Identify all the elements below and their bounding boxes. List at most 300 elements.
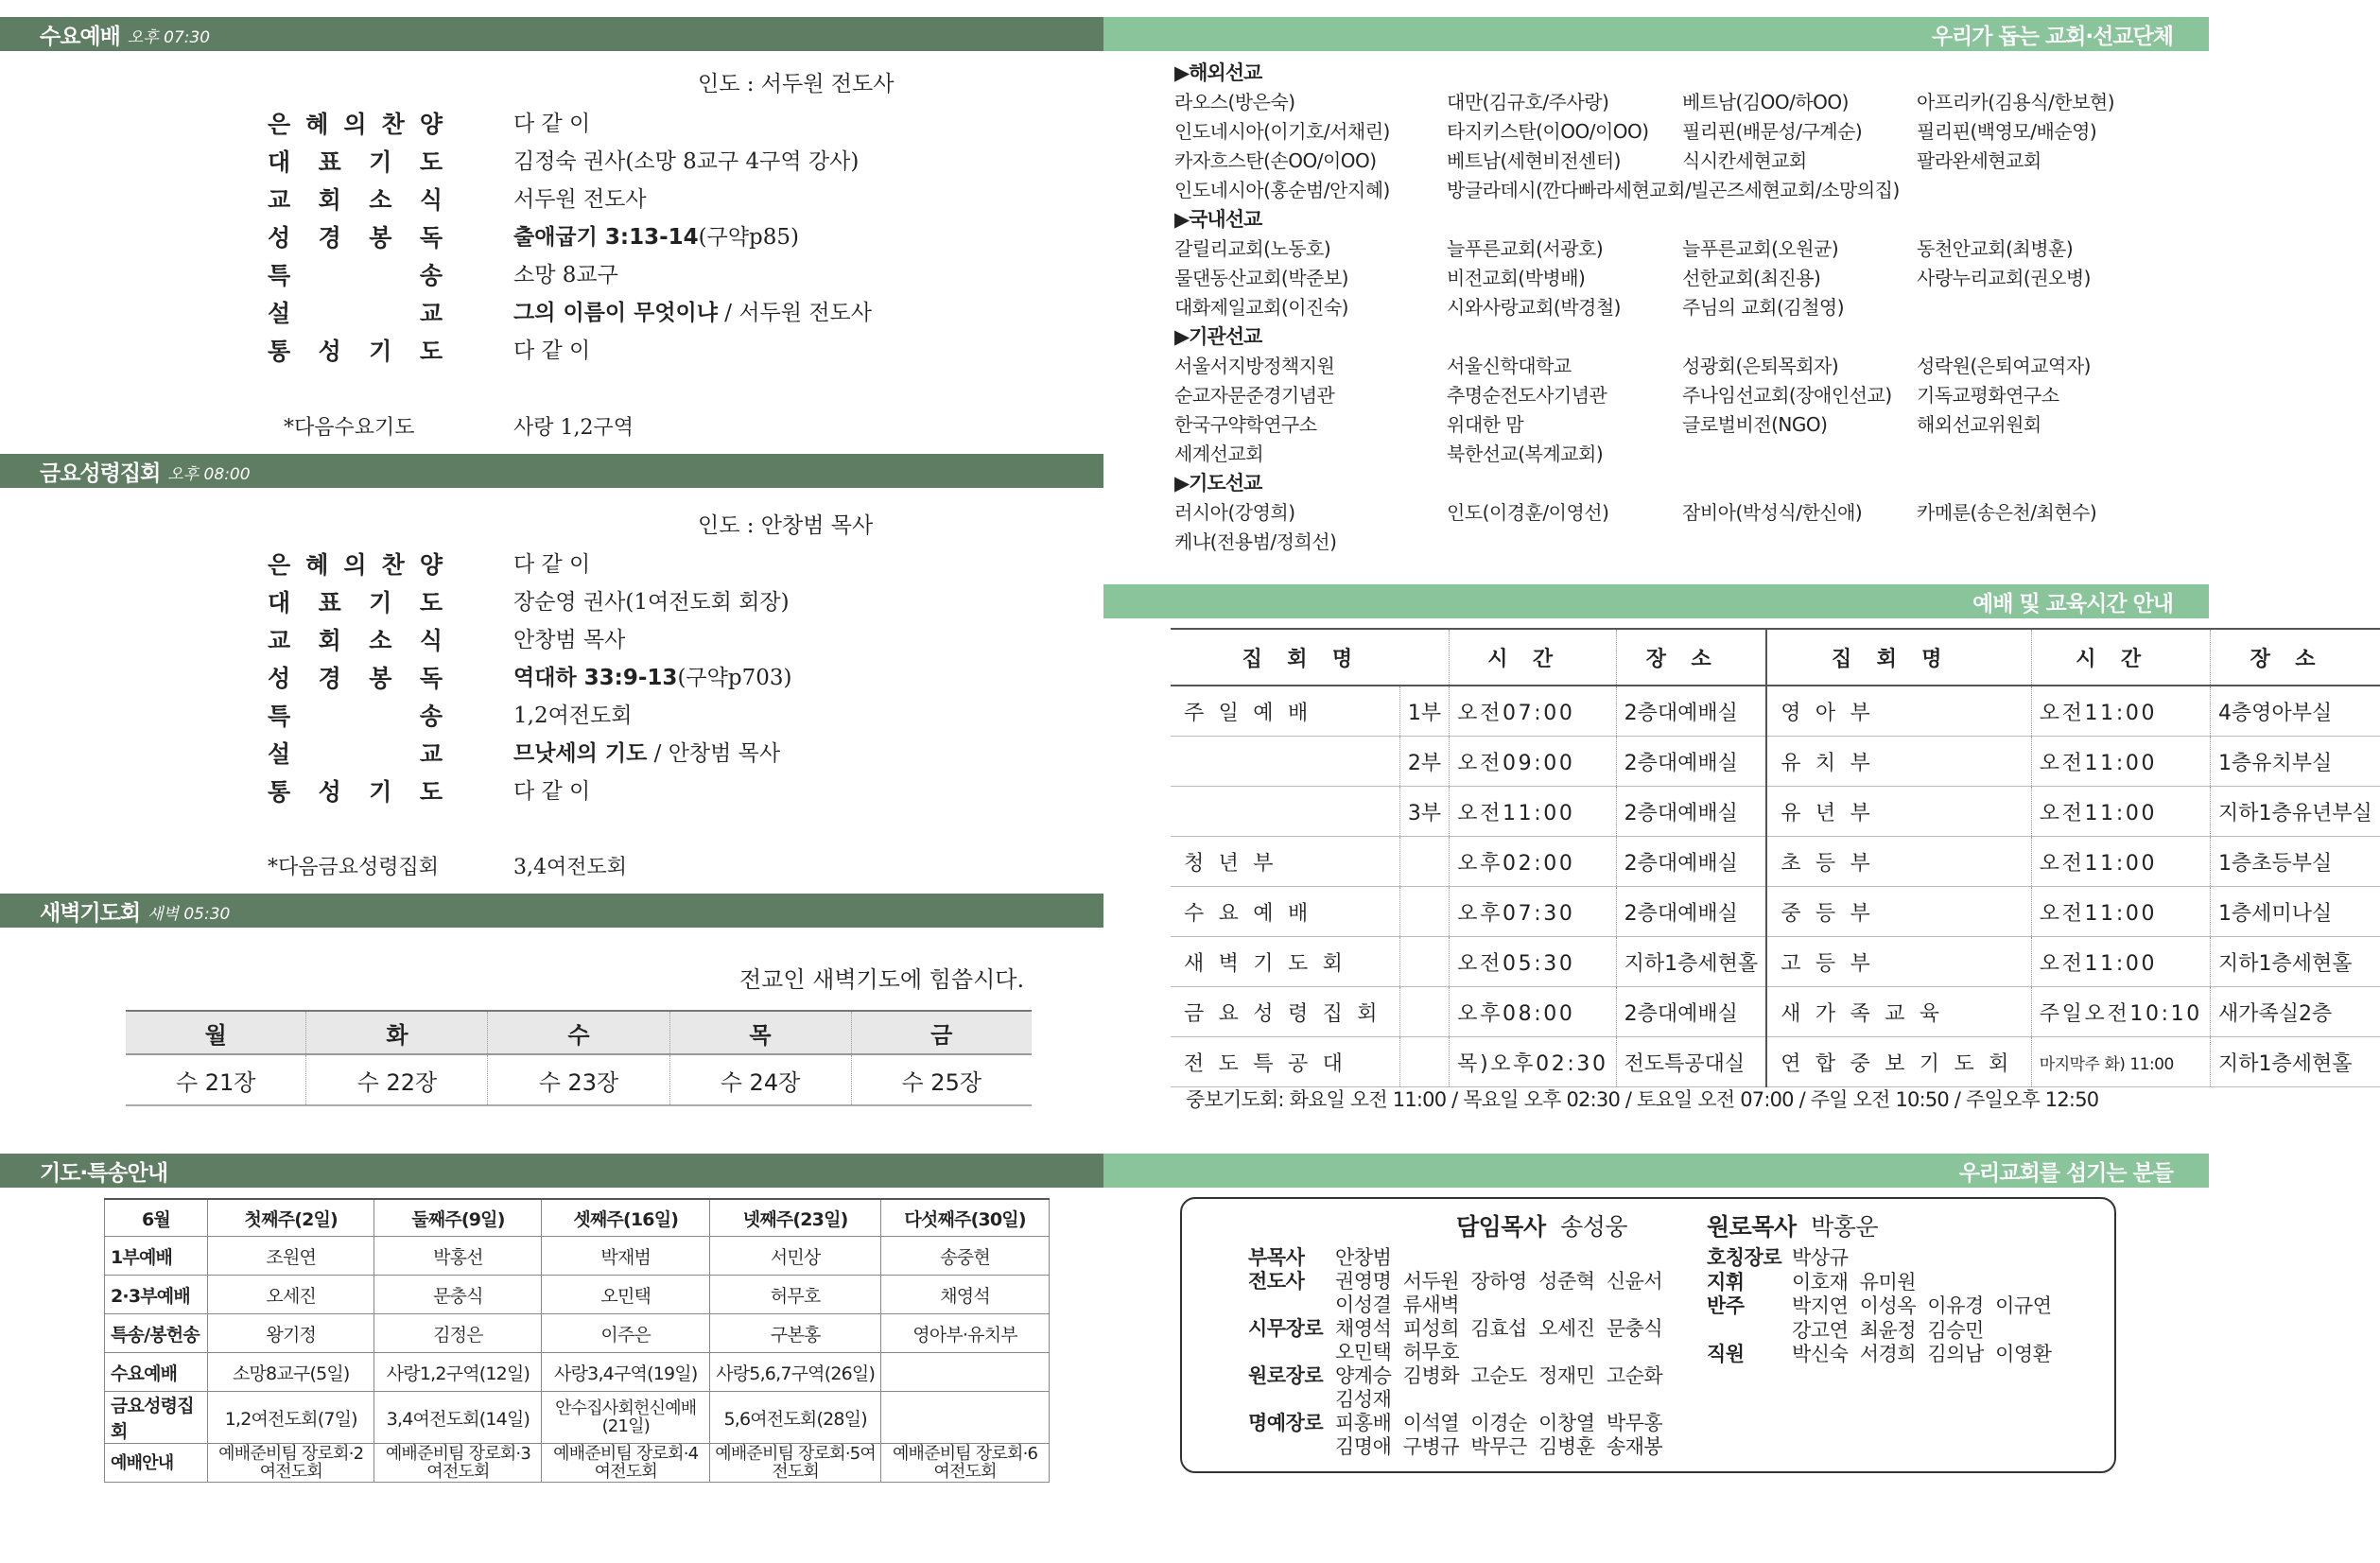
mission-item: 카자흐스탄(손OO/이OO) xyxy=(1174,149,1377,172)
times-cell: 오전11:00 xyxy=(2031,686,2210,737)
mission-row xyxy=(1174,264,2177,293)
times-cell: 오후02:00 xyxy=(1450,837,1617,887)
order-value-text: 1,2여전도회 xyxy=(513,703,633,728)
prayer-cell: 오세진 xyxy=(208,1276,374,1314)
order-value xyxy=(513,182,647,213)
staff-names: 안창범 xyxy=(1335,1246,1392,1269)
times-cell: 주일예배 xyxy=(1171,686,1399,737)
wednesday-next-value: 사랑 1,2구역 xyxy=(513,416,634,440)
order-value xyxy=(513,333,590,364)
prayer-cell: 사랑5,6,7구역(26일) xyxy=(710,1353,881,1392)
order-label: 교 회 소 식 xyxy=(268,186,443,214)
prayer-header-cell: 6월 xyxy=(105,1199,208,1237)
mission-item: 선한교회(최진용) xyxy=(1682,267,1821,289)
order-value xyxy=(513,698,632,729)
prayer-cell: 왕기정 xyxy=(208,1314,374,1353)
staff-box xyxy=(1180,1197,2116,1473)
mission-row xyxy=(1174,88,2177,117)
times-cell xyxy=(1399,837,1449,887)
staff-line xyxy=(1248,1384,1392,1411)
times-cell xyxy=(1399,937,1449,987)
prayer-header-bar xyxy=(0,1154,1103,1188)
times-cell: 유치부 xyxy=(1766,737,2031,787)
times-cell: 1부 xyxy=(1399,686,1449,737)
times-header-bar xyxy=(1103,584,2209,618)
mission-item: 베트남(김OO/하OO) xyxy=(1682,91,1849,113)
prayer-row xyxy=(105,1353,1050,1392)
mission-item: 위대한 맘 xyxy=(1447,413,1524,436)
wednesday-next-label: *다음수요기도 xyxy=(284,416,415,440)
staff-role: 반주 xyxy=(1707,1294,1745,1317)
staff-line xyxy=(1707,1339,2052,1367)
prayer-table xyxy=(104,1198,1050,1483)
prayer-row xyxy=(105,1444,1050,1483)
times-cell: 2층대예배실 xyxy=(1616,737,1766,787)
mission-item: 카메룬(송은천/최현수) xyxy=(1917,501,2097,524)
prayer-cell: 사랑1,2구역(12일) xyxy=(374,1353,542,1392)
prayer-row xyxy=(105,1314,1050,1353)
mission-item: 아프리카(김용식/한보현) xyxy=(1917,91,2115,113)
times-cell: 오전05:30 xyxy=(1450,937,1617,987)
prayer-row-label: 수요예배 xyxy=(105,1353,208,1392)
staff-names: 김성재 xyxy=(1335,1388,1392,1411)
order-label: 특 송 xyxy=(268,262,443,289)
mission-item: 북한선교(복계교회) xyxy=(1447,443,1604,465)
times-cell: 영아부 xyxy=(1766,686,2031,737)
mission-heading: ▶국내선교 xyxy=(1174,208,1262,231)
mission-item: 인도네시아(홍순범/안지혜) xyxy=(1174,179,1390,201)
order-value-text: 안창범 목사 xyxy=(513,628,626,652)
mission-item: 필리핀(백영모/배순영) xyxy=(1917,120,2097,143)
prayer-cell: 허무호 xyxy=(710,1276,881,1314)
times-cell: 오전11:00 xyxy=(2031,887,2210,937)
times-row xyxy=(1171,987,2380,1037)
order-value xyxy=(513,773,590,805)
prayer-row-label: 1부예배 xyxy=(105,1237,208,1276)
times-cell: 2층대예배실 xyxy=(1616,837,1766,887)
wednesday-title: 수요예배 xyxy=(40,24,120,49)
times-cell: 고등부 xyxy=(1766,937,2031,987)
times-cell: 전도특공대 xyxy=(1171,1037,1399,1087)
times-cell: 4층영아부실 xyxy=(2210,686,2379,737)
order-value-bold: 출애굽기 3:13-14 xyxy=(513,225,699,250)
mission-item: 성광회(은퇴목회자) xyxy=(1682,355,1839,377)
mission-item: 케냐(전용범/정희선) xyxy=(1174,530,1337,553)
mission-item: 사랑누리교회(권오병) xyxy=(1917,267,2091,289)
order-value xyxy=(513,219,799,251)
dawn-day: 목 xyxy=(669,1011,851,1054)
times-cell: 2층대예배실 xyxy=(1616,787,1766,837)
prayer-row-label: 예배안내 xyxy=(105,1444,208,1483)
mission-item: 식시칸세현교회 xyxy=(1682,149,1807,172)
order-value-text: 서두원 전도사 xyxy=(513,187,647,212)
times-cell: 오전09:00 xyxy=(1450,737,1617,787)
dawn-reading: 수 25장 xyxy=(851,1054,1032,1105)
times-header-cell: 집회명 xyxy=(1766,629,2031,686)
staff-names: 권영명 서두원 장하영 성준혁 신윤서 xyxy=(1335,1270,1663,1293)
prayer-cell xyxy=(881,1392,1050,1444)
times-cell: 연합중보기도회 xyxy=(1766,1037,2031,1087)
prayer-cell: 영아부·유치부 xyxy=(881,1314,1050,1353)
times-cell: 2층대예배실 xyxy=(1616,887,1766,937)
times-cell: 오전11:00 xyxy=(2031,937,2210,987)
mission-item: 비전교회(박병배) xyxy=(1447,267,1586,289)
friday-next xyxy=(268,851,929,880)
staff-role: 지휘 xyxy=(1707,1270,1745,1294)
staff-names: 박지연 이성옥 이유경 이규연 xyxy=(1792,1294,2052,1317)
prayer-title: 기도·특송안내 xyxy=(40,1160,168,1186)
mission-item: 필리핀(배문성/구계순) xyxy=(1682,120,1863,143)
prayer-row xyxy=(105,1392,1050,1444)
prayer-row-label: 금요성령집회 xyxy=(105,1392,208,1444)
staff-line xyxy=(1248,1290,1460,1316)
friday-leader: 인도 : 안창범 목사 xyxy=(698,513,874,538)
times-cell: 목)오후02:30 xyxy=(1450,1037,1617,1087)
emeritus-name: 박홍운 xyxy=(1811,1213,1879,1241)
times-cell: 초등부 xyxy=(1766,837,2031,887)
head-pastor-name: 송성웅 xyxy=(1560,1213,1628,1241)
staff-line xyxy=(1248,1432,1663,1458)
prayer-cell: 예배준비팀 장로회·3여전도회 xyxy=(374,1444,542,1483)
head-pastor xyxy=(1456,1208,1627,1242)
staff-title: 우리교회를 섬기는 분들 xyxy=(1958,1160,2173,1186)
mission-item: 라오스(방은숙) xyxy=(1174,91,1295,113)
dawn-note: 전교인 새벽기도에 힘씁시다. xyxy=(739,966,1025,993)
order-value-bold: 그의 이름이 무엇이냐 xyxy=(513,301,718,325)
times-cell: 1층세미나실 xyxy=(2210,887,2379,937)
mission-item: 서울신학대학교 xyxy=(1447,355,1572,377)
missions-header-bar xyxy=(1103,17,2209,51)
times-cell: 오후07:30 xyxy=(1450,887,1617,937)
times-table xyxy=(1171,628,2380,1087)
staff-role: 부목사 xyxy=(1248,1246,1305,1269)
order-value xyxy=(513,144,859,175)
mission-item: 세계선교회 xyxy=(1174,443,1264,465)
order-value xyxy=(513,736,780,767)
mission-row xyxy=(1174,410,2177,440)
mission-item: 베트남(세현비전센터) xyxy=(1447,149,1621,172)
prayer-cell: 이주은 xyxy=(542,1314,710,1353)
prayer-cell: 소망8교구(5일) xyxy=(208,1353,374,1392)
times-cell xyxy=(1171,737,1399,787)
prayer-row xyxy=(105,1237,1050,1276)
dawn-time: 새벽 05:30 xyxy=(148,905,231,924)
times-cell: 새벽기도회 xyxy=(1171,937,1399,987)
prayer-cell: 사랑3,4구역(19일) xyxy=(542,1353,710,1392)
prayer-cell: 박홍선 xyxy=(374,1237,542,1276)
order-value-text: 소망 8교구 xyxy=(513,263,618,287)
emeritus-pastor xyxy=(1707,1208,1878,1242)
staff-names: 박상규 xyxy=(1792,1246,1849,1269)
wednesday-header-bar xyxy=(0,17,1103,51)
times-cell xyxy=(1399,1037,1449,1087)
prayer-cell xyxy=(881,1353,1050,1392)
order-value-text: / 안창범 목사 xyxy=(647,741,781,766)
times-cell: 2부 xyxy=(1399,737,1449,787)
staff-names: 오민택 허무호 xyxy=(1335,1341,1460,1363)
mission-item: 인도(이경훈/이영선) xyxy=(1447,501,1609,524)
prayer-cell: 서민상 xyxy=(710,1237,881,1276)
mission-item: 순교자문준경기념관 xyxy=(1174,384,1335,407)
times-cell: 전도특공대실 xyxy=(1616,1037,1766,1087)
staff-names: 피홍배 이석열 이경순 이창열 박무홍 xyxy=(1335,1412,1663,1434)
prayer-header-cell: 넷째주(23일) xyxy=(710,1199,881,1237)
mission-item: 대만(김규호/주사랑) xyxy=(1447,91,1609,113)
staff-line xyxy=(1248,1337,1460,1363)
order-label: 은 혜 의 찬 양 xyxy=(268,111,443,138)
order-value-text: 다 같 이 xyxy=(513,112,591,136)
dawn-reading: 수 21장 xyxy=(126,1054,306,1105)
mission-item: 서울서지방정책지원 xyxy=(1174,355,1335,377)
order-label: 대 표 기 도 xyxy=(268,148,443,176)
times-cell: 지하1층세현홀 xyxy=(1616,937,1766,987)
mission-row xyxy=(1174,234,2177,264)
times-header-cell: 장소 xyxy=(2210,629,2379,686)
prayer-cell: 예배준비팀 장로회·2여전도회 xyxy=(208,1444,374,1483)
mission-row xyxy=(1174,381,2177,410)
friday-title: 금요성령집회 xyxy=(40,460,161,486)
staff-names: 양계승 김병화 고순도 정재민 고순화 xyxy=(1335,1364,1663,1387)
times-cell: 오전07:00 xyxy=(1450,686,1617,737)
times-header-cell: 장소 xyxy=(1616,629,1766,686)
prayer-cell: 예배준비팀 장로회·4여전도회 xyxy=(542,1444,710,1483)
times-cell: 3부 xyxy=(1399,787,1449,837)
mission-row xyxy=(1174,147,2177,176)
order-value-bold: 역대하 33:9-13 xyxy=(513,666,678,690)
friday-time: 오후 08:00 xyxy=(167,465,251,484)
dawn-reading: 수 22장 xyxy=(306,1054,488,1105)
order-label: 특 송 xyxy=(268,703,443,730)
emeritus-label: 원로목사 xyxy=(1707,1213,1797,1241)
mission-item: 물댄동산교회(박준보) xyxy=(1174,267,1348,289)
staff-names: 이호재 유미원 xyxy=(1792,1270,1917,1294)
prayer-cell: 오민택 xyxy=(542,1276,710,1314)
times-cell: 지하1층세현홀 xyxy=(2210,1037,2379,1087)
order-value-text: / 서두원 전도사 xyxy=(717,301,872,325)
mission-item: 갈릴리교회(노동호) xyxy=(1174,237,1331,260)
staff-role: 호칭장로 xyxy=(1707,1246,1782,1269)
order-value-text: (구약p85) xyxy=(698,225,800,250)
wednesday-next xyxy=(284,411,851,441)
order-value-bold: 므낫세의 기도 xyxy=(513,741,648,766)
mission-item: 타지키스탄(이OO/이OO) xyxy=(1447,120,1649,143)
prayer-cell: 문충식 xyxy=(374,1276,542,1314)
times-row xyxy=(1171,937,2380,987)
times-cell xyxy=(1399,887,1449,937)
mission-item: 시와사랑교회(박경철) xyxy=(1447,296,1621,319)
prayer-cell: 1,2여전도회(7일) xyxy=(208,1392,374,1444)
prayer-header-cell: 셋째주(16일) xyxy=(542,1199,710,1237)
mission-item: 글로벌비전(NGO) xyxy=(1682,413,1828,436)
mission-item: 대화제일교회(이진숙) xyxy=(1174,296,1348,319)
times-cell: 2층대예배실 xyxy=(1616,686,1766,737)
mission-row xyxy=(1174,528,2177,557)
mission-item: 늘푸른교회(서광호) xyxy=(1447,237,1604,260)
mission-row xyxy=(1174,293,2177,322)
missions-title: 우리가 돕는 교회·선교단체 xyxy=(1931,24,2173,49)
times-cell: 청년부 xyxy=(1171,837,1399,887)
mission-item: 성락원(은퇴여교역자) xyxy=(1917,355,2091,377)
order-value xyxy=(513,257,618,288)
order-value xyxy=(513,660,791,691)
times-row xyxy=(1171,837,2380,887)
prayer-cell: 예배준비팀 장로회·5여전도회 xyxy=(710,1444,881,1483)
wednesday-order xyxy=(268,106,1024,371)
staff-names: 이성결 류새벽 xyxy=(1335,1294,1460,1316)
order-value xyxy=(513,106,590,137)
dawn-title: 새벽기도회 xyxy=(40,900,141,926)
dawn-day: 금 xyxy=(851,1011,1032,1054)
times-cell: 오전11:00 xyxy=(2031,737,2210,787)
prayer-header-cell: 다섯째주(30일) xyxy=(881,1199,1050,1237)
prayer-cell: 김정은 xyxy=(374,1314,542,1353)
times-cell: 새가족교육 xyxy=(1766,987,2031,1037)
order-value xyxy=(513,622,625,653)
mission-item: 주나임선교회(장애인선교) xyxy=(1682,384,1892,407)
mission-item: 팔라완세현교회 xyxy=(1917,149,2041,172)
prayer-cell: 채영석 xyxy=(881,1276,1050,1314)
prayer-header-cell: 둘째주(9일) xyxy=(374,1199,542,1237)
prayer-cell: 구본홍 xyxy=(710,1314,881,1353)
dawn-reading: 수 23장 xyxy=(488,1054,669,1105)
prayer-header-cell: 첫째주(2일) xyxy=(208,1199,374,1237)
order-value-text: 김정숙 권사(소망 8교구 4구역 강사) xyxy=(513,149,860,174)
mission-row xyxy=(1174,498,2177,528)
times-cell: 지하1층유년부실 xyxy=(2210,787,2379,837)
staff-role: 원로장로 xyxy=(1248,1364,1324,1387)
mission-item: 잠비아(박성식/한신애) xyxy=(1682,501,1863,524)
times-cell: 오후08:00 xyxy=(1450,987,1617,1037)
order-label: 은 혜 의 찬 양 xyxy=(268,551,443,579)
dawn-day: 화 xyxy=(306,1011,488,1054)
times-cell: 유년부 xyxy=(1766,787,2031,837)
prayer-cell: 3,4여전도회(14일) xyxy=(374,1392,542,1444)
mission-row xyxy=(1174,176,2177,205)
times-cell: 지하1층세현홀 xyxy=(2210,937,2379,987)
times-cell: 오전11:00 xyxy=(2031,837,2210,887)
mission-row xyxy=(1174,352,2177,381)
times-header-cell: 집회명 xyxy=(1171,629,1450,686)
prayer-cell: 예배준비팀 장로회·6여전도회 xyxy=(881,1444,1050,1483)
dawn-day: 수 xyxy=(488,1011,669,1054)
staff-role: 직원 xyxy=(1707,1343,1745,1365)
friday-order xyxy=(268,547,1024,811)
order-label: 설 교 xyxy=(268,740,443,768)
times-cell: 오전11:00 xyxy=(2031,787,2210,837)
prayer-cell: 송중현 xyxy=(881,1237,1050,1276)
staff-header-bar xyxy=(1103,1154,2209,1188)
order-label: 통 성 기 도 xyxy=(268,338,443,365)
times-cell: 오전11:00 xyxy=(1450,787,1617,837)
mission-heading: ▶기도선교 xyxy=(1174,472,1262,495)
times-row xyxy=(1171,737,2380,787)
mission-item: 기독교평화연구소 xyxy=(1917,384,2059,407)
order-value xyxy=(513,547,590,578)
order-label: 통 성 기 도 xyxy=(268,778,443,806)
friday-next-label: *다음금요성령집회 xyxy=(268,856,440,879)
mission-item: 한국구약학연구소 xyxy=(1174,413,1317,436)
order-value xyxy=(513,584,790,616)
mission-item: 방글라데시(깐다빠라세현교회/빌곤즈세현교회/소망의집) xyxy=(1447,179,1900,201)
times-row xyxy=(1171,686,2380,737)
mission-item: 늘푸른교회(오원균) xyxy=(1682,237,1839,260)
order-label: 성 경 봉 독 xyxy=(268,224,443,252)
order-value-text: 다 같 이 xyxy=(513,552,591,577)
mission-item: 주님의 교회(김철영) xyxy=(1682,296,1845,319)
prayer-row-label: 2·3부예배 xyxy=(105,1276,208,1314)
staff-names: 채영석 피성희 김효섭 오세진 문충식 xyxy=(1335,1317,1663,1340)
order-label: 설 교 xyxy=(268,300,443,327)
dawn-table xyxy=(126,1010,1032,1106)
times-header-cell: 시간 xyxy=(2031,629,2210,686)
wednesday-leader: 인도 : 서두원 전도사 xyxy=(698,72,895,96)
times-cell xyxy=(1399,987,1449,1037)
times-header-cell: 시간 xyxy=(1450,629,1617,686)
prayer-cell: 5,6여전도회(28일) xyxy=(710,1392,881,1444)
times-cell: 새가족실2층 xyxy=(2210,987,2379,1037)
order-label: 교 회 소 식 xyxy=(268,627,443,654)
times-cell: 2층대예배실 xyxy=(1616,987,1766,1037)
mission-row xyxy=(1174,440,2177,469)
order-value-text: 다 같 이 xyxy=(513,339,591,363)
staff-role: 전도사 xyxy=(1248,1270,1305,1293)
times-title: 예배 및 교육시간 안내 xyxy=(1972,591,2173,617)
staff-names: 강고연 최윤정 김승민 xyxy=(1792,1318,1984,1342)
times-cell: 금요성령집회 xyxy=(1171,987,1399,1037)
times-cell: 마지막주 화) 11:00 xyxy=(2031,1037,2210,1087)
dawn-header-bar xyxy=(0,894,1103,928)
times-cell xyxy=(1171,787,1399,837)
order-value-text: 장순영 권사(1여전도회 회장) xyxy=(513,590,790,615)
order-value-text: (구약p703) xyxy=(677,666,792,690)
times-cell: 1층초등부실 xyxy=(2210,837,2379,887)
times-cell: 1층유치부실 xyxy=(2210,737,2379,787)
mission-heading: ▶기관선교 xyxy=(1174,325,1262,348)
staff-names: 박신숙 서경희 김의남 이영환 xyxy=(1792,1343,2052,1365)
staff-role: 시무장로 xyxy=(1248,1317,1324,1340)
times-row xyxy=(1171,787,2380,837)
dawn-day: 월 xyxy=(126,1011,306,1054)
order-value-text: 다 같 이 xyxy=(513,779,591,804)
times-footnote: 중보기도회: 화요일 오전 11:00 / 목요일 오후 02:30 / 토요일 오전 07:00 / 주일 오전 10:50 / 주일오후 12:50 xyxy=(1186,1088,2099,1111)
staff-role: 명예장로 xyxy=(1248,1412,1324,1434)
times-row xyxy=(1171,1037,2380,1087)
mission-item: 동천안교회(최병훈) xyxy=(1917,237,2074,260)
prayer-cell: 박재범 xyxy=(542,1237,710,1276)
times-cell: 수요예배 xyxy=(1171,887,1399,937)
times-row xyxy=(1171,887,2380,937)
head-pastor-label: 담임목사 xyxy=(1456,1213,1546,1241)
staff-line xyxy=(1707,1315,1984,1342)
order-label: 대 표 기 도 xyxy=(268,589,443,617)
staff-names: 김명애 구병규 박무근 김병훈 송재봉 xyxy=(1335,1435,1663,1458)
mission-item: 해외선교위원회 xyxy=(1917,413,2041,436)
friday-next-value: 3,4여전도회 xyxy=(513,856,627,879)
mission-item: 러시아(강영희) xyxy=(1174,501,1295,524)
order-label: 성 경 봉 독 xyxy=(268,665,443,692)
prayer-row-label: 특송/봉헌송 xyxy=(105,1314,208,1353)
times-cell: 주일오전10:10 xyxy=(2031,987,2210,1037)
prayer-cell: 안수집사회헌신예배 (21일) xyxy=(542,1392,710,1444)
prayer-cell: 조원연 xyxy=(208,1237,374,1276)
friday-header-bar xyxy=(0,454,1103,488)
times-cell: 중등부 xyxy=(1766,887,2031,937)
order-value xyxy=(513,295,872,326)
mission-row xyxy=(1174,117,2177,147)
dawn-reading: 수 24장 xyxy=(669,1054,851,1105)
missions-list xyxy=(1174,59,2177,557)
prayer-row xyxy=(105,1276,1050,1314)
